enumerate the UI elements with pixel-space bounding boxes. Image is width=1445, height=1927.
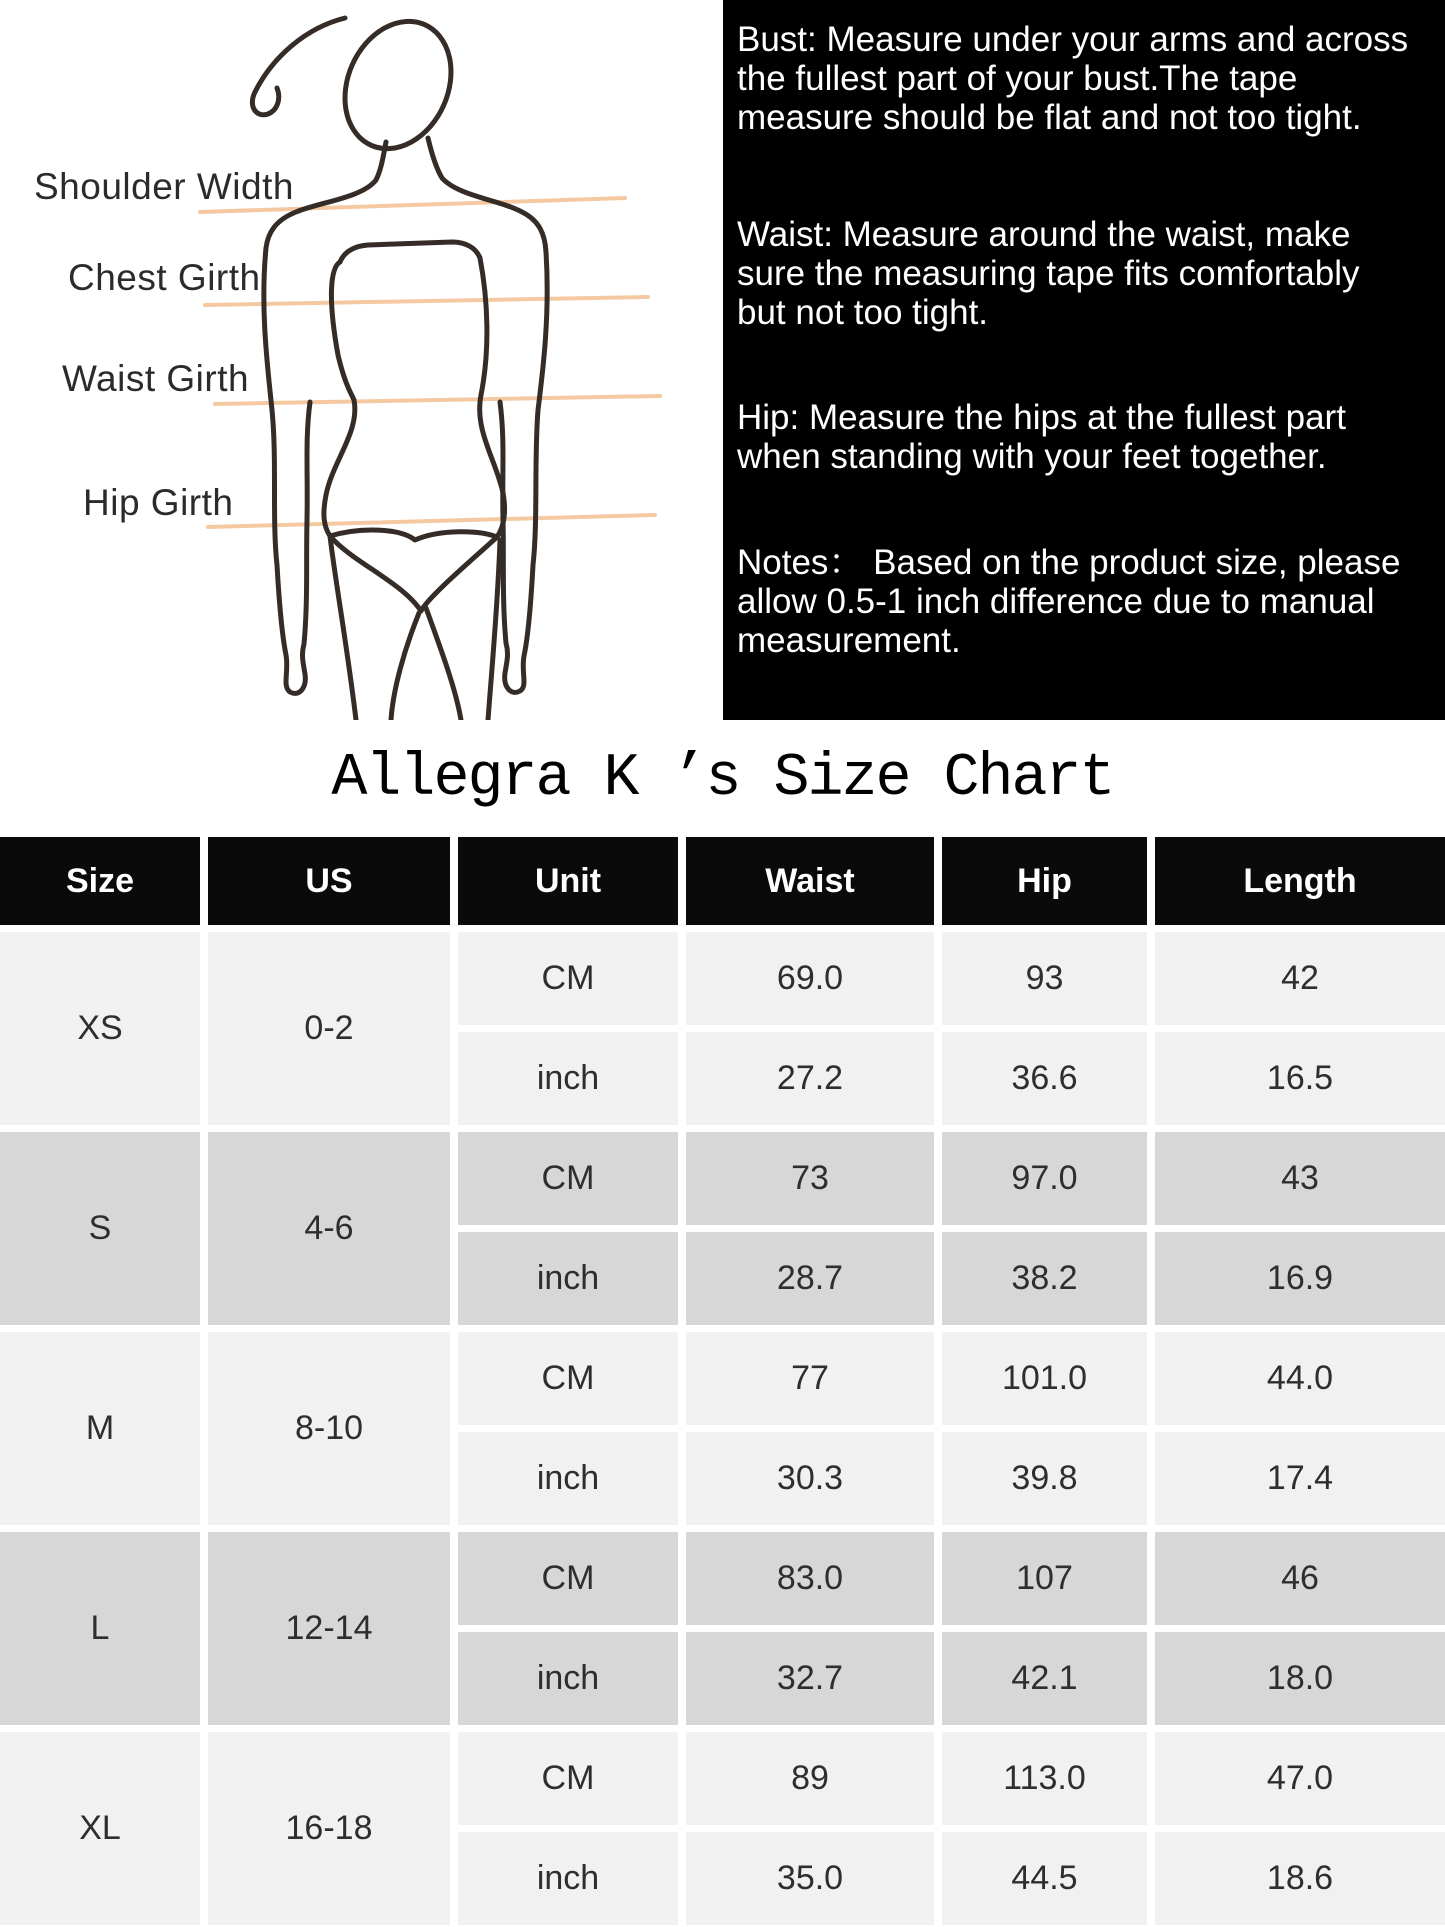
bust-instruction: Bust: Measure under your arms and across the fullest part of your bust.The tape measure should be flat and not too tight. (737, 20, 1409, 137)
length-value-cell: 44.0 (1155, 1332, 1445, 1425)
us-size-cell: 8-10 (208, 1332, 450, 1525)
column-header-hip: Hip (942, 837, 1147, 925)
table-row (0, 932, 1445, 1025)
hip-value-cell: 101.0 (942, 1332, 1147, 1425)
waist-value-cell: 73 (686, 1132, 934, 1225)
size-cell: S (0, 1132, 200, 1325)
waist-measure-line (215, 396, 660, 404)
waist-value-cell: 32.7 (686, 1632, 934, 1725)
table-row (0, 1332, 1445, 1425)
length-value-cell: 43 (1155, 1132, 1445, 1225)
column-header-length: Length (1155, 837, 1445, 925)
chest-measure-line (205, 297, 648, 305)
column-header-us: US (208, 837, 450, 925)
unit-cell: inch (458, 1232, 678, 1325)
unit-cell: CM (458, 1732, 678, 1825)
length-value-cell: 16.5 (1155, 1032, 1445, 1125)
unit-cell: inch (458, 1832, 678, 1925)
hip-value-cell: 113.0 (942, 1732, 1147, 1825)
unit-cell: CM (458, 1332, 678, 1425)
table-header-row (0, 837, 1445, 925)
size-cell: M (0, 1332, 200, 1525)
unit-cell: CM (458, 1532, 678, 1625)
hip-value-cell: 107 (942, 1532, 1147, 1625)
length-value-cell: 17.4 (1155, 1432, 1445, 1525)
waist-value-cell: 28.7 (686, 1232, 934, 1325)
us-size-cell: 0-2 (208, 932, 450, 1125)
table-row (0, 1532, 1445, 1625)
column-header-waist: Waist (686, 837, 934, 925)
hip-value-cell: 36.6 (942, 1032, 1147, 1125)
length-value-cell: 47.0 (1155, 1732, 1445, 1825)
table-row (0, 1732, 1445, 1825)
us-size-cell: 16-18 (208, 1732, 450, 1925)
hip-value-cell: 42.1 (942, 1632, 1147, 1725)
us-size-cell: 4-6 (208, 1132, 450, 1325)
waist-value-cell: 69.0 (686, 932, 934, 1025)
waist-value-cell: 83.0 (686, 1532, 934, 1625)
unit-cell: CM (458, 1132, 678, 1225)
length-value-cell: 18.0 (1155, 1632, 1445, 1725)
waist-value-cell: 27.2 (686, 1032, 934, 1125)
size-cell: L (0, 1532, 200, 1725)
length-value-cell: 46 (1155, 1532, 1445, 1625)
waist-value-cell: 30.3 (686, 1432, 934, 1525)
size-chart-table (0, 830, 1445, 1927)
measuring-instructions-panel (723, 0, 1445, 720)
notes-instruction: Notes： Based on the product size, please allow 0.5-1 inch difference due to manual measurement. (737, 543, 1401, 660)
column-header-unit: Unit (458, 837, 678, 925)
female-body-outline (252, 4, 547, 720)
hip-instruction: Hip: Measure the hips at the fullest part when standing with your feet together. (737, 398, 1346, 476)
hip-value-cell: 38.2 (942, 1232, 1147, 1325)
hip-value-cell: 39.8 (942, 1432, 1147, 1525)
shoulder-width-label: Shoulder Width (34, 166, 294, 207)
chest-girth-label: Chest Girth (68, 257, 261, 298)
hip-value-cell: 97.0 (942, 1132, 1147, 1225)
hip-girth-label: Hip Girth (83, 482, 234, 523)
waist-value-cell: 89 (686, 1732, 934, 1825)
hip-value-cell: 44.5 (942, 1832, 1147, 1925)
column-header-size: Size (0, 837, 200, 925)
unit-cell: inch (458, 1632, 678, 1725)
waist-instruction: Waist: Measure around the waist, make sure the measuring tape fits comfortably but not too tight. (737, 215, 1360, 332)
waist-value-cell: 77 (686, 1332, 934, 1425)
unit-cell: CM (458, 932, 678, 1025)
us-size-cell: 12-14 (208, 1532, 450, 1725)
hip-value-cell: 93 (942, 932, 1147, 1025)
size-cell: XS (0, 932, 200, 1125)
unit-cell: inch (458, 1032, 678, 1125)
size-chart-title: Allegra K ’s Size Chart (331, 745, 1114, 813)
table-row (0, 1132, 1445, 1225)
measurement-diagram (0, 0, 723, 720)
waist-value-cell: 35.0 (686, 1832, 934, 1925)
unit-cell: inch (458, 1432, 678, 1525)
size-cell: XL (0, 1732, 200, 1925)
length-value-cell: 16.9 (1155, 1232, 1445, 1325)
length-value-cell: 18.6 (1155, 1832, 1445, 1925)
waist-girth-label: Waist Girth (62, 358, 250, 399)
length-value-cell: 42 (1155, 932, 1445, 1025)
